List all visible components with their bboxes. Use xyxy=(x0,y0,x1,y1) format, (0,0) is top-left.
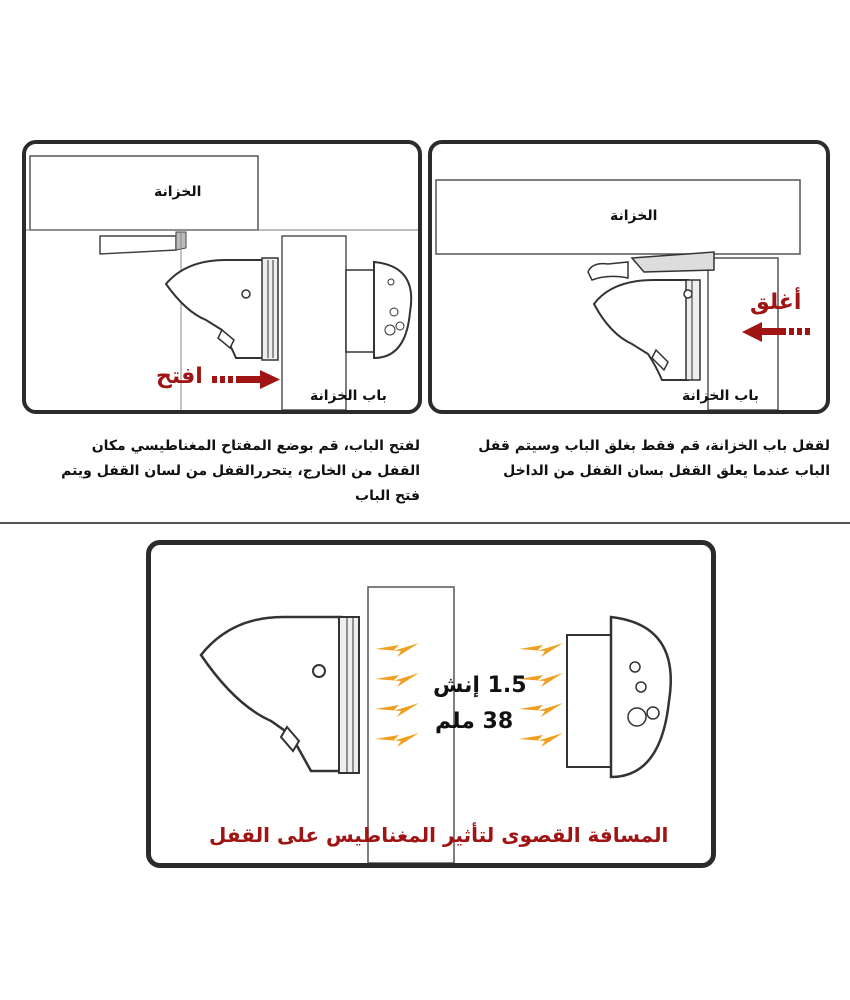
open-caption-line: فتح الباب xyxy=(355,488,420,504)
close-caption-line: الباب عندما يعلق القفل بسان القفل من الداخل xyxy=(503,463,830,479)
lock-body xyxy=(594,280,688,380)
max-distance-title: المسافة القصوى لتأثير المغناطيس على القفل xyxy=(209,823,669,847)
open-action-label: افتح xyxy=(156,364,203,389)
close-caption-line: لقفل باب الخزانة، قم فقط بغلق الباب وسيتم قفل xyxy=(478,438,830,454)
door-label: باب الخزانة xyxy=(682,388,759,404)
distance-mm: 38 ملم xyxy=(435,709,514,734)
cabinet-label: الخزانة xyxy=(610,208,658,224)
open-lock-panel xyxy=(22,140,422,414)
open-caption-line: القفل من الخارج، يتحررالقفل من لسان القفل ويتم xyxy=(61,463,420,479)
magnetic-key xyxy=(611,617,671,777)
cabinet-shape xyxy=(30,156,258,230)
magnet-distance-illustration xyxy=(151,545,711,863)
section-divider xyxy=(0,522,850,524)
cabinet-label: الخزانة xyxy=(154,184,202,200)
open-arrow xyxy=(212,370,280,389)
magnet-distance-panel xyxy=(146,540,716,868)
open-lock-illustration xyxy=(26,144,418,410)
close-action-label: أغلق xyxy=(750,290,802,315)
door-shape xyxy=(282,236,346,410)
open-caption-line: لفتح الباب، قم بوضع المفتاح المغناطيسي مكان xyxy=(91,438,420,454)
lock-body xyxy=(201,617,341,771)
close-caption xyxy=(440,434,830,484)
open-caption xyxy=(36,434,420,509)
door-label: باب الخزانة xyxy=(310,388,387,404)
close-lock-panel xyxy=(428,140,830,414)
close-lock-illustration xyxy=(432,144,826,410)
distance-inch: 1.5 إنش xyxy=(433,673,527,698)
